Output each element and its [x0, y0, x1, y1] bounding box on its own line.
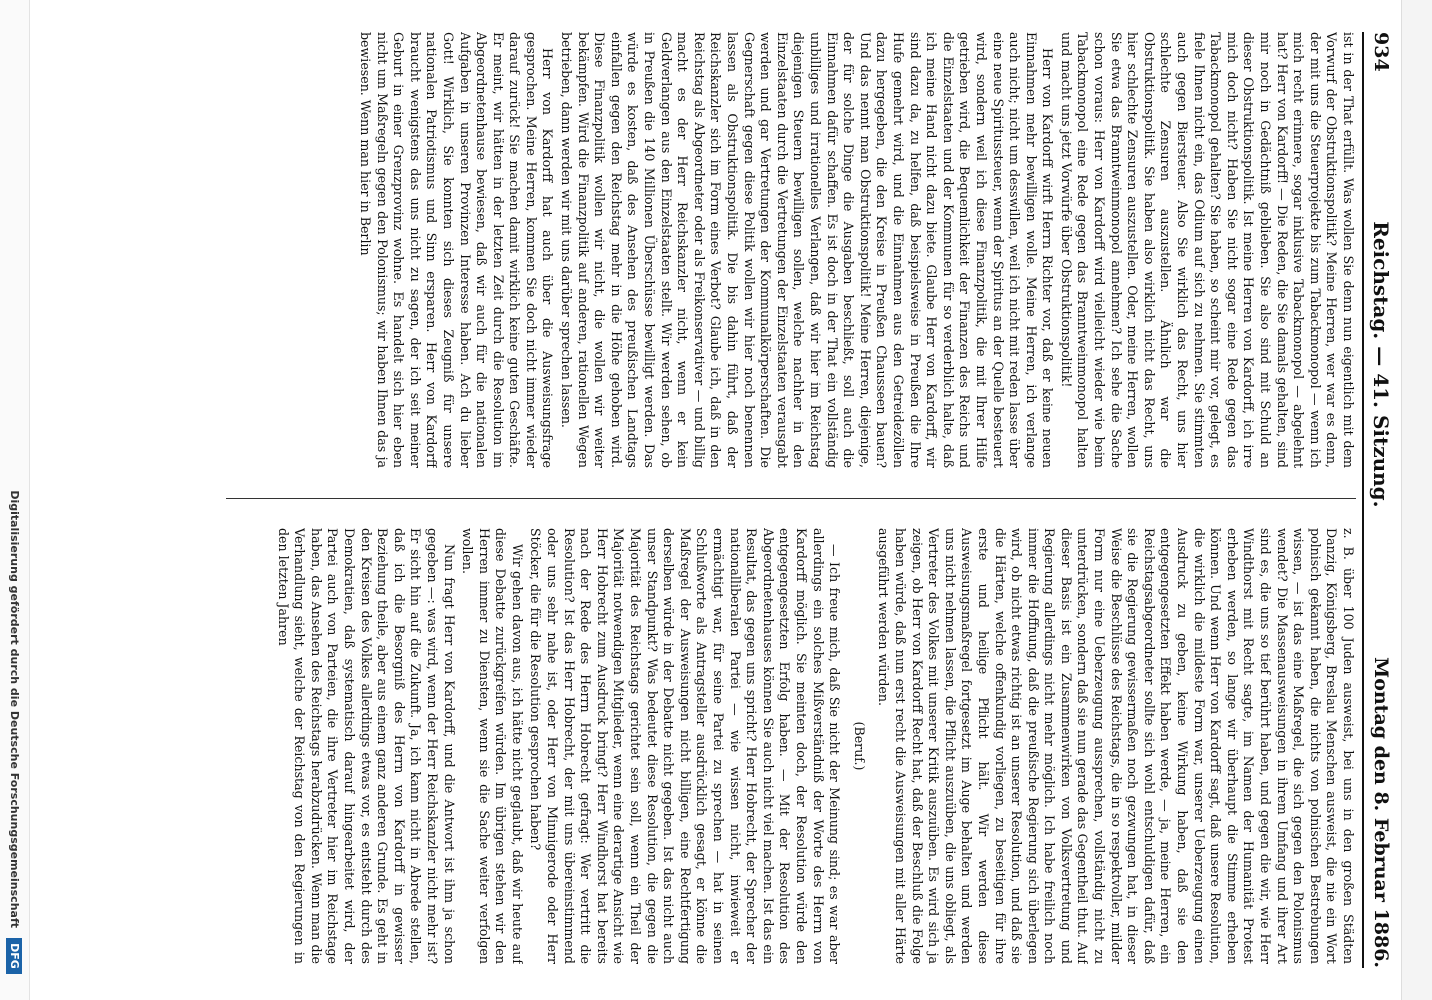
- digitization-credit-bar: [0, 0, 30, 1000]
- scan-top-margin: [1401, 0, 1432, 1000]
- digitization-credit: Digitalisierung gefördert durch die Deutsche Forschungsgemeinschaft: [8, 490, 21, 928]
- page-number: 934: [1370, 32, 1392, 72]
- page-title: Reichstag. — 41. Sitzung.: [1369, 221, 1393, 508]
- interjection: (Beruf.): [851, 721, 867, 771]
- left-paragraph-3: Herr von Kardorff hat auch über die Ausweisungsfrage gesprochen. Meine Herren, kommen Sie doch nicht immer wieder darauf zurück! Sie machen damit wirklich keine guten Geschäfte. Er meint, wir hätten in der letzten Zeit durch die Resolution im Abgeordnetenhause bewiesen, daß wir auch für die nationalen Aufgaben in unseren Provinzen Interesse haben. Ach du lieber Gott! Wirklich, Sie konnten sich dieses Zeugniß für unsere nationalen Patriotismus und Sinn ersparen. Herr von Kardorff braucht wenigstens das uns nicht zu sagen, der ich seit meiner Geburt in einer Grenzprovinz wohne. Es handelt sich hier eben nicht um Maßregeln gegen den Polonismus; wir haben Ihnen das ja bewiesen. Wenn man hier in Berlin: [357, 32, 556, 468]
- right-paragraph-1: z. B. über 100 Juden ausweist, bei uns in den großen Städten Danzig, Königsberg, Breslau Menschen ausweist, die nie ein Wort polnisch gekannt haben, die nichts von polnischen Bestrebungen wissen, — ist das eine Maßregel, die sich gegen den Polonismus wendet? Die Massenausweisungen in ihrem Umfang und ihrer Art sind es, die uns so tief berührt haben, und gegen die wir, wie Herr Windthorst mit Recht sagte, im Namen der Humanität Protest erheben werden, so lange wir überhaupt die Stimme erheben können. Und wenn Herr von Kardorff sagt, daß unsere Resolution, die wirklich die mildeste Form war, unserer Ueberzeugung einen Ausdruck zu geben, keine Wirkung haben, daß sie den entgegengesetzten Effekt haben werde, — ja, meine Herren, ein Reichstagsabgeordneter sollte sich wohl entschuldigen dafür, daß sie die Regierung gewissermaßen noch gezwungen hat, in dieser Weise die Beschlüsse des Reichstags, die in so respektvoller, milder Form nur eine Ueberzeugung aussprechen, vollständig nicht zu unterdrücken, sondern daß sie nun gerade das Gegentheil thut. Auf dieser Basis ist ein Zusammenwirken von Volksvertretung und Regierung allerdings nicht mehr möglich. Ich habe freilich noch immer die Hoffnung, daß die preußische Regierung sich überlegen wird, ob nicht etwas richtig ist an unserer Resolution, und daß sie die Härten, welche offenkundig vorliegen, zu beseitigen für ihre erste und heilige Pflicht hält. Wir werden diese Ausweisungsmaßregel fortgesetzt im Auge behalten und werden uns nicht nehmen lassen, die Pflicht auszuüben, die uns obliegt, als Vertreter des Volkes mit unserer Kritik auszuüben. Es wird sich ja zeigen, ob Herr von Kardorff Recht hat, daß der Beschluß die Folge haben würde, daß nun erst recht die Ausweisungen mit aller Härte ausgeführt werden würden.: [876, 528, 1356, 964]
- left-paragraph-2: Herr von Kardorff wirft Herrn Richter vor, daß er keine neuen Einnahmen mehr bewilligen wolle. Meine Herren, ich verlange auch nicht; nicht um desswillen, weil ich nicht mit reden lasse über eine neue Spiritussteuer, wenn der Spiritus an der Quelle besteuert wird, sondern weil ich diese Finanzpolitik, die mit Ihrer Hilfe getrieben wird, die Bequemlichkeit der Finanzen des Reichs und die Einzelstaaten und der Kommunen für so verderblich halte, daß ich meine Hand nicht dazu biete. Glaube Herr von Kardorff, wir sind dazu da, zu helfen, daß beispielsweise in Preußen die Ihre Hufe gemehrt wird, und die Einnahmen aus den Getreidezöllen dazu hergegeben, die den Kreise in Preußen Chausseen bauen? Und das nennt man Obstruktionspolitik! Meine Herren, diejenige, der für solche Dinge die Ausgaben beschließt, soll auch die Einnahmen dafür schaffen. Es ist doch in der That ein vollständig unbilliges und irrationelles Verlangen, daß wir hier im Reichstag diejenigen Steuern bewilligen sollen, welche nachher in den Einzelstaaten durch die Vertretungen der Einzelstaaten verausgabt werden und gar Vertretungen der Kommunalkörperschaften. Die Gegnerschaft gegen diese Politik wollen wir hier noch benennen lassen als Obstruktionspolitik. Die bis dahin führt, daß der Reichskanzler sich im Form eines Verbot? Glaube ich, daß in den Reichstag als Abgeordneter oder als Freikonservativer — und billig macht es der Herr Reichskanzler nicht, wenn er kein Geldverlangen aus den Einzelstaaten stellt. Wir werden sehen, ob in Preußen die 140 Millionen Überschüsse bewilligt werden. Das würde es kosten, daß des Ansehen des preußischen Landtags einfallen gegen den Reichstag mehr in die Höhe gehoben wird. Diese Finanzpolitik wollen wir nicht, die wollen wir weiter bekämpfen. Wird die Finanzpolitik auf anderen, rationellen Wegen betrieben, dann werden wir mit uns darüber sprechen lassen.: [559, 32, 1056, 468]
- page-header: [1362, 32, 1398, 968]
- page-date: Montag den 8. Februar 1886.: [1370, 657, 1392, 968]
- column-divider: [226, 498, 1356, 499]
- right-paragraph-2: — Ich freue mich, daß Sie nicht der Meinung sind; es war aber allerdings ein solches Mißverständniß der Worte des Herrn von Kardorff möglich. Sie meinten doch, der Resolution würde den entgegengesetzten Erfolg haben. — Mit der Resolution des Abgeordnetenhauses können Sie auch nicht viel machen. Ist das ein Resultat, das gegen uns spricht? Herr Hobrecht, der Sprecher der nationalliberalen Partei — wie wissen nicht, inwieweit er ermächtigt war, für seine Partei zu sprechen — hat in seinen Schlußworte als Antragsteller ausdrücklich gesagt, er könne die Maßregel der Ausweisungen nicht billigen, eine Rechtfertigung derselben würde in der Debatte nicht gegeben. Ist das nicht auch unser Standpunkt? Was bedeutet diese Resolution, die gegen die Majorität des Reichstags gerichtet sein soll, wenn ein Theil der Majorität notwendigen Mitglieder, wenn eine derartige Ansicht wie Herr Hobrecht zum Ausdruck bringt? Herr Windhorst hat bereits nach der Rede des Herrn Hobrecht gefragt: Wer vertritt die Resolution? Ist das Herr Hobrecht, der mit uns übereinstimmend oder uns sehr nahe ist, oder Herr von Minnigerode oder Herr Stöcker, die für die Resolution gesprochen haben?: [528, 528, 843, 964]
- left-column: [226, 32, 1356, 468]
- right-column: [226, 528, 1356, 964]
- dfg-logo-icon: DFG: [7, 938, 23, 974]
- right-paragraph-3: Wir gehen davon aus, ich hätte nicht geglaubt, daß wir heute auf diese Debatte zurückgreifen würden. Im übrigen stehen wir den Herren immer zu Diensten, wenn sie die Sache weiter verfolgen wollen.: [460, 528, 525, 964]
- left-paragraph-1: ist in der That erfüllt. Was wollen Sie denn nun eigentlich mit dem Vorwurf der Obstruktionspolitik? Meine Herren, wer war es denn, der mit uns die Steuerprojekte bis zum Tabackmonopol — wenn ich mich recht erinnere, sogar inklusive Tabackmonopol — abgelehnt hat? Herr von Kardorff! — Die Reden, die Sie damals gehalten, sind mir noch in Gedächtniß geblieben. Sie also sind mit Schuld an dieser Obstruktionspolitik. Ist meine Herren von Kardorff, ich irre mich doch nicht? Haben Sie nicht sogar eine Rede gegen das Tabackmonopol gehalten? Sie haben, so scheint mir vor, gelegt, es fiele Ihnen nicht ein, das Odium auf sich zu nehmen. Sie stimmten auch gegen Biersteuer. Also Sie wirklich das Recht, uns hier schlechte Zensuren auszustellen. Ähnlich war die Obstruktionspolitik. Sie haben also wirklich nicht das Recht, uns hier schlechte Zensuren auszustellen. Oder, meine Herren, wollen Sie etwa das Branntweinmonopol annehmen? Ich sehe die Sache schon voraus: Herr von Kardorff wird vielleicht wieder wie beim Tabackmonopol eine Rede gegen das Branntweinmonopol halten und macht uns jetzt Vorwürfe über Obstruktionspolitik!: [1058, 32, 1356, 468]
- right-paragraph-4: Nun fragt Herr von Kardorff, und die Antwort ist ihm ja schon gegeben —: was wird, wenn der Herr Reichskanzler nicht mehr ist? Er sicht hin auf die Zukunft. Ja, ich kann nicht in Abrede stellen, daß ich die Besorgniß des Herrn von Kardorff in gewisser Beziehung theile, aber aus einem ganz anderen Grunde. Es geht in den Kreisen des Volkes allerdings etwas vor, es entsteht durch des Demokratien, daß systematisch darauf hingearbeitet wird, der Partei auch von Parteien, die ihre Vertreter hier im Reichstage haben, das Ansehen des Reichstags herabzudrücken. Wenn man die Verhandlung sieht, welche der Reichstag von den Regierungen in den letzten Jahren: [275, 528, 457, 964]
